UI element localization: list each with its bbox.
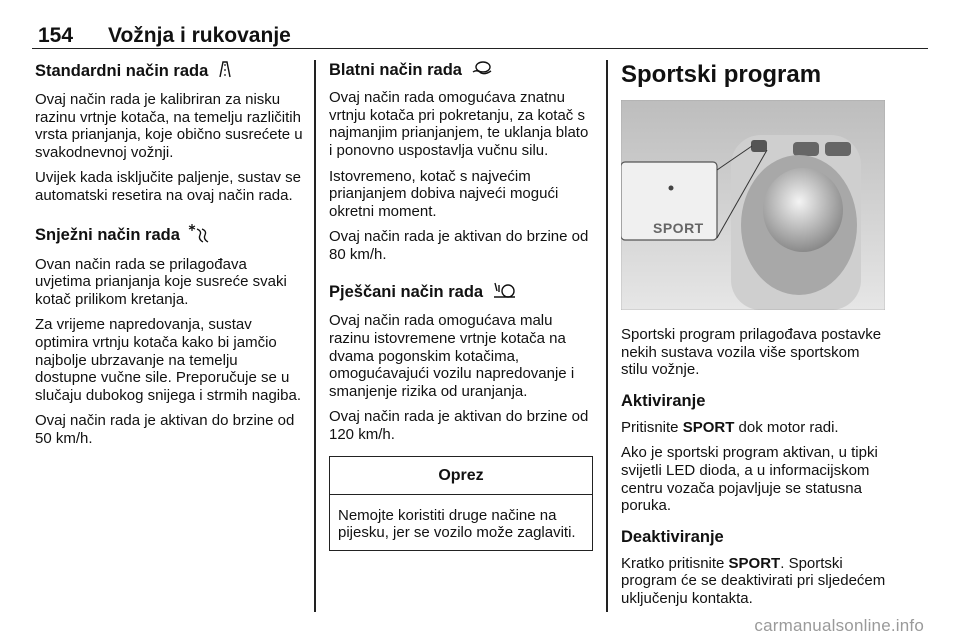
heading-activation: Aktiviranje bbox=[621, 391, 706, 410]
paragraph: Ako je sportski program aktivan, u tipki svijetli LED dioda, a u informacijskom centru vozača pojavljuje se statusna poruka. bbox=[621, 444, 878, 515]
column-1 bbox=[35, 60, 303, 456]
road-arch-icon bbox=[217, 60, 233, 83]
sport-button-photo bbox=[621, 100, 885, 310]
heading-deactivation: Deaktiviranje bbox=[621, 527, 724, 546]
page-header bbox=[32, 14, 928, 49]
paragraph: Istovremeno, kotač s najvećim prianjanjem dobiva najveći mogući okretni moment. bbox=[329, 167, 559, 220]
paragraph: Uvijek kada isključite paljenje, sustav se automatski resetira na ovaj način rada. bbox=[35, 169, 301, 204]
sport-keyword: SPORT bbox=[728, 554, 781, 572]
column-divider bbox=[606, 60, 608, 612]
paragraph: Sportski program prilagođava postavke nekih sustava vozila više sportskom stilu vožnje. bbox=[621, 326, 882, 379]
column-2 bbox=[329, 60, 595, 551]
paragraph: Ovan način rada se prilagođava uvjetima prianjanja koje susreće svaki kotač prilikom kretanja. bbox=[35, 255, 287, 308]
warning-text: Nemojte koristiti druge načine na pijesku, jer se vozilo može zaglaviti. bbox=[338, 506, 576, 542]
chapter-title: Vožnja i rukovanje bbox=[108, 24, 291, 47]
sport-keyword: SPORT bbox=[682, 418, 735, 436]
paragraph: Ovaj način rada je aktivan do brzine od 120 km/h. bbox=[329, 408, 589, 444]
paragraph: Kratko pritisnite SPORT. Sportski program će se deaktivirati pri sljedećem uključenju kontakta. bbox=[621, 554, 886, 607]
heading-mud-mode: Blatni način rada bbox=[329, 60, 595, 81]
paragraph: Ovaj način rada omogućava znatnu vrtnju kotača pri pokretanju, za kotač s najmanjim prianjanjem, te uklanja blato i ponovno uspostavlja vučnu silu. bbox=[329, 89, 589, 159]
paragraph: Pritisnite SPORT dok motor radi. bbox=[621, 418, 839, 436]
heading-standard-mode: Standardni način rada bbox=[35, 60, 303, 83]
heading-sport-program: Sportski program bbox=[621, 61, 822, 88]
page-number: 154 bbox=[38, 24, 74, 47]
warning-title: Oprez bbox=[330, 457, 592, 495]
paragraph: Ovaj način rada omogućava malu razinu istovremene vrtnje kotača na dvama pogonskim kotačima, omogućavajući vozilu napredovanje i smanjenje rizika od uranjanja. bbox=[329, 312, 575, 400]
paragraph: Ovaj način rada je kalibriran za nisku razinu vrtnje kotača, na temelju različitih vrsta prianjanja, koje obično susrećete u svakodnevnoj vožnji. bbox=[35, 91, 303, 161]
paragraph: Za vrijeme napredovanja, sustav optimira vrtnju kotača kako bi jamčio najbolje ubrzavanje na temelju dostupne vučne sile. Preporučuje se u slučaju dubokog snijega i strmih nagiba. bbox=[35, 316, 301, 404]
watermark: carmanualsonline.info bbox=[754, 616, 924, 635]
column-divider bbox=[314, 60, 316, 612]
column-3 bbox=[621, 60, 889, 616]
snowflake-tire-icon bbox=[188, 223, 210, 248]
paragraph: Ovaj način rada je aktivan do brzine od 80 km/h. bbox=[329, 228, 589, 263]
heading-sand-mode: Pješčani način rada bbox=[329, 281, 595, 304]
warning-box bbox=[329, 456, 593, 551]
sand-tire-icon bbox=[492, 281, 516, 304]
mud-tire-icon bbox=[471, 60, 493, 81]
sport-button-label: SPORT bbox=[653, 220, 704, 236]
heading-snow-mode: Snježni način rada bbox=[35, 223, 303, 248]
paragraph: Ovaj način rada je aktivan do brzine od 50 km/h. bbox=[35, 412, 295, 447]
